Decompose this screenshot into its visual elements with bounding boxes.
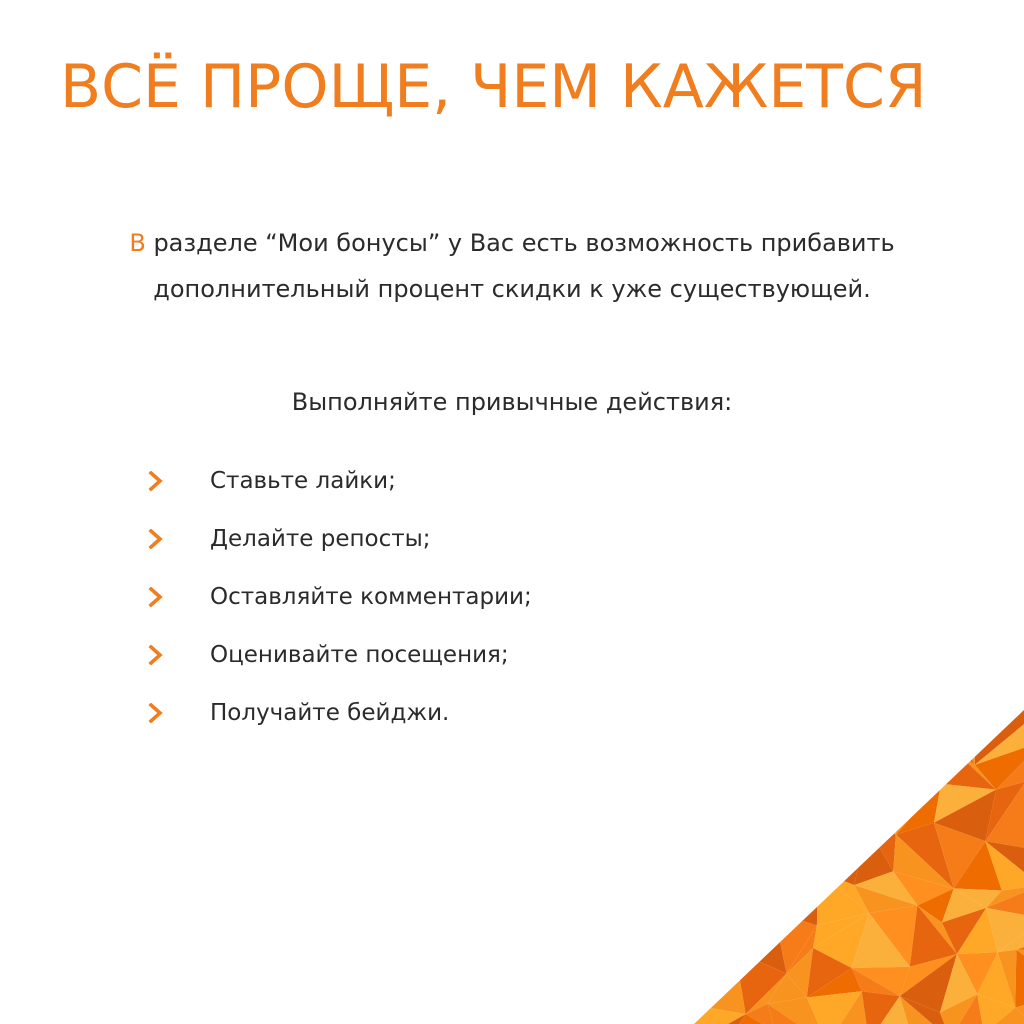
intro-line2: дополнительный процент скидки к уже существующей. [153, 275, 871, 303]
polygon-shard [722, 876, 774, 915]
chevron-right-icon [148, 471, 210, 491]
polygon-shard [694, 746, 733, 792]
polygon-shard [780, 752, 808, 799]
polygon-shard [774, 871, 818, 925]
polygon-shard [780, 710, 808, 757]
polygon-shard [694, 792, 747, 836]
polygon-shard [694, 755, 727, 808]
polygon-shard [694, 951, 746, 1014]
polygon-shard [694, 807, 747, 835]
polygon-shard [808, 710, 855, 757]
polygon-shard [780, 784, 818, 843]
polygon-shard [747, 799, 779, 839]
action-label: Получайте бейджи. [210, 700, 450, 726]
list-item [148, 510, 532, 568]
action-label: Ставьте лайки; [210, 468, 396, 494]
polygon-shard [808, 752, 877, 792]
polygon-shard [694, 876, 722, 921]
polygon-shard [876, 754, 896, 796]
list-item [148, 452, 532, 510]
polygon-shard [694, 710, 736, 746]
list-item [148, 684, 532, 742]
chevron-right-icon [148, 587, 210, 607]
polygon-shard [694, 828, 747, 876]
polygon-shard [817, 825, 866, 871]
slide-title: ВСЁ ПРОЩЕ, ЧЕМ КАЖЕТСЯ [60, 52, 927, 122]
chevron-right-icon [148, 529, 210, 549]
polygon-shard [814, 784, 877, 843]
polygon-shard [780, 710, 809, 752]
polygon-shard [817, 792, 876, 843]
action-label: Делайте репосты; [210, 526, 431, 552]
polygon-shard [1015, 950, 1024, 1008]
polygon-shard [808, 752, 877, 792]
polygon-decoration [694, 710, 1024, 1024]
polygon-shard [854, 710, 902, 757]
polygon-shard [780, 752, 814, 799]
polygon-shard [747, 835, 788, 877]
polygon-shard [736, 876, 788, 911]
action-label: Оценивайте посещения; [210, 642, 509, 668]
polygon-shard [727, 746, 780, 799]
polygon-shard [694, 828, 736, 876]
intro-accent-word: В [129, 229, 146, 257]
actions-list [148, 452, 532, 742]
polygon-shard [694, 915, 735, 951]
polygon-shard [694, 876, 736, 915]
polygon-shard [694, 710, 733, 755]
polygon-shard [736, 710, 787, 757]
polygon-shard [867, 792, 897, 825]
polygon-shard [774, 871, 818, 912]
polygon-shard [770, 799, 817, 844]
list-item [148, 626, 532, 684]
polygon-shard [727, 792, 780, 836]
polygon-shard [736, 835, 788, 877]
chevron-right-icon [148, 703, 210, 723]
action-label: Оставляйте комментарии; [210, 584, 532, 610]
polygon-shard [722, 912, 774, 951]
polygon-shard [788, 844, 818, 877]
chevron-right-icon [148, 645, 210, 665]
polygon-shard [854, 710, 902, 757]
polygon-shard [902, 710, 946, 743]
intro-paragraph [60, 220, 964, 312]
polygon-shard [894, 743, 946, 796]
polygon-shard [946, 710, 975, 765]
polygon-shard [867, 795, 897, 834]
polygon-shard [733, 746, 786, 799]
intro-line1: разделе “Мои бонусы” у Вас есть возможность прибавить [145, 229, 895, 257]
polygon-shard [809, 710, 855, 757]
polygon-shard [694, 922, 735, 965]
polygon-shard [770, 839, 817, 877]
polygon-shard [896, 743, 946, 796]
polygon-shard [733, 710, 786, 757]
actions-subtitle: Выполняйте привычные действия: [291, 388, 733, 416]
polygon-shard [854, 754, 894, 793]
polygon-shard [946, 710, 975, 765]
polygon-shard [894, 710, 946, 754]
list-item [148, 568, 532, 626]
